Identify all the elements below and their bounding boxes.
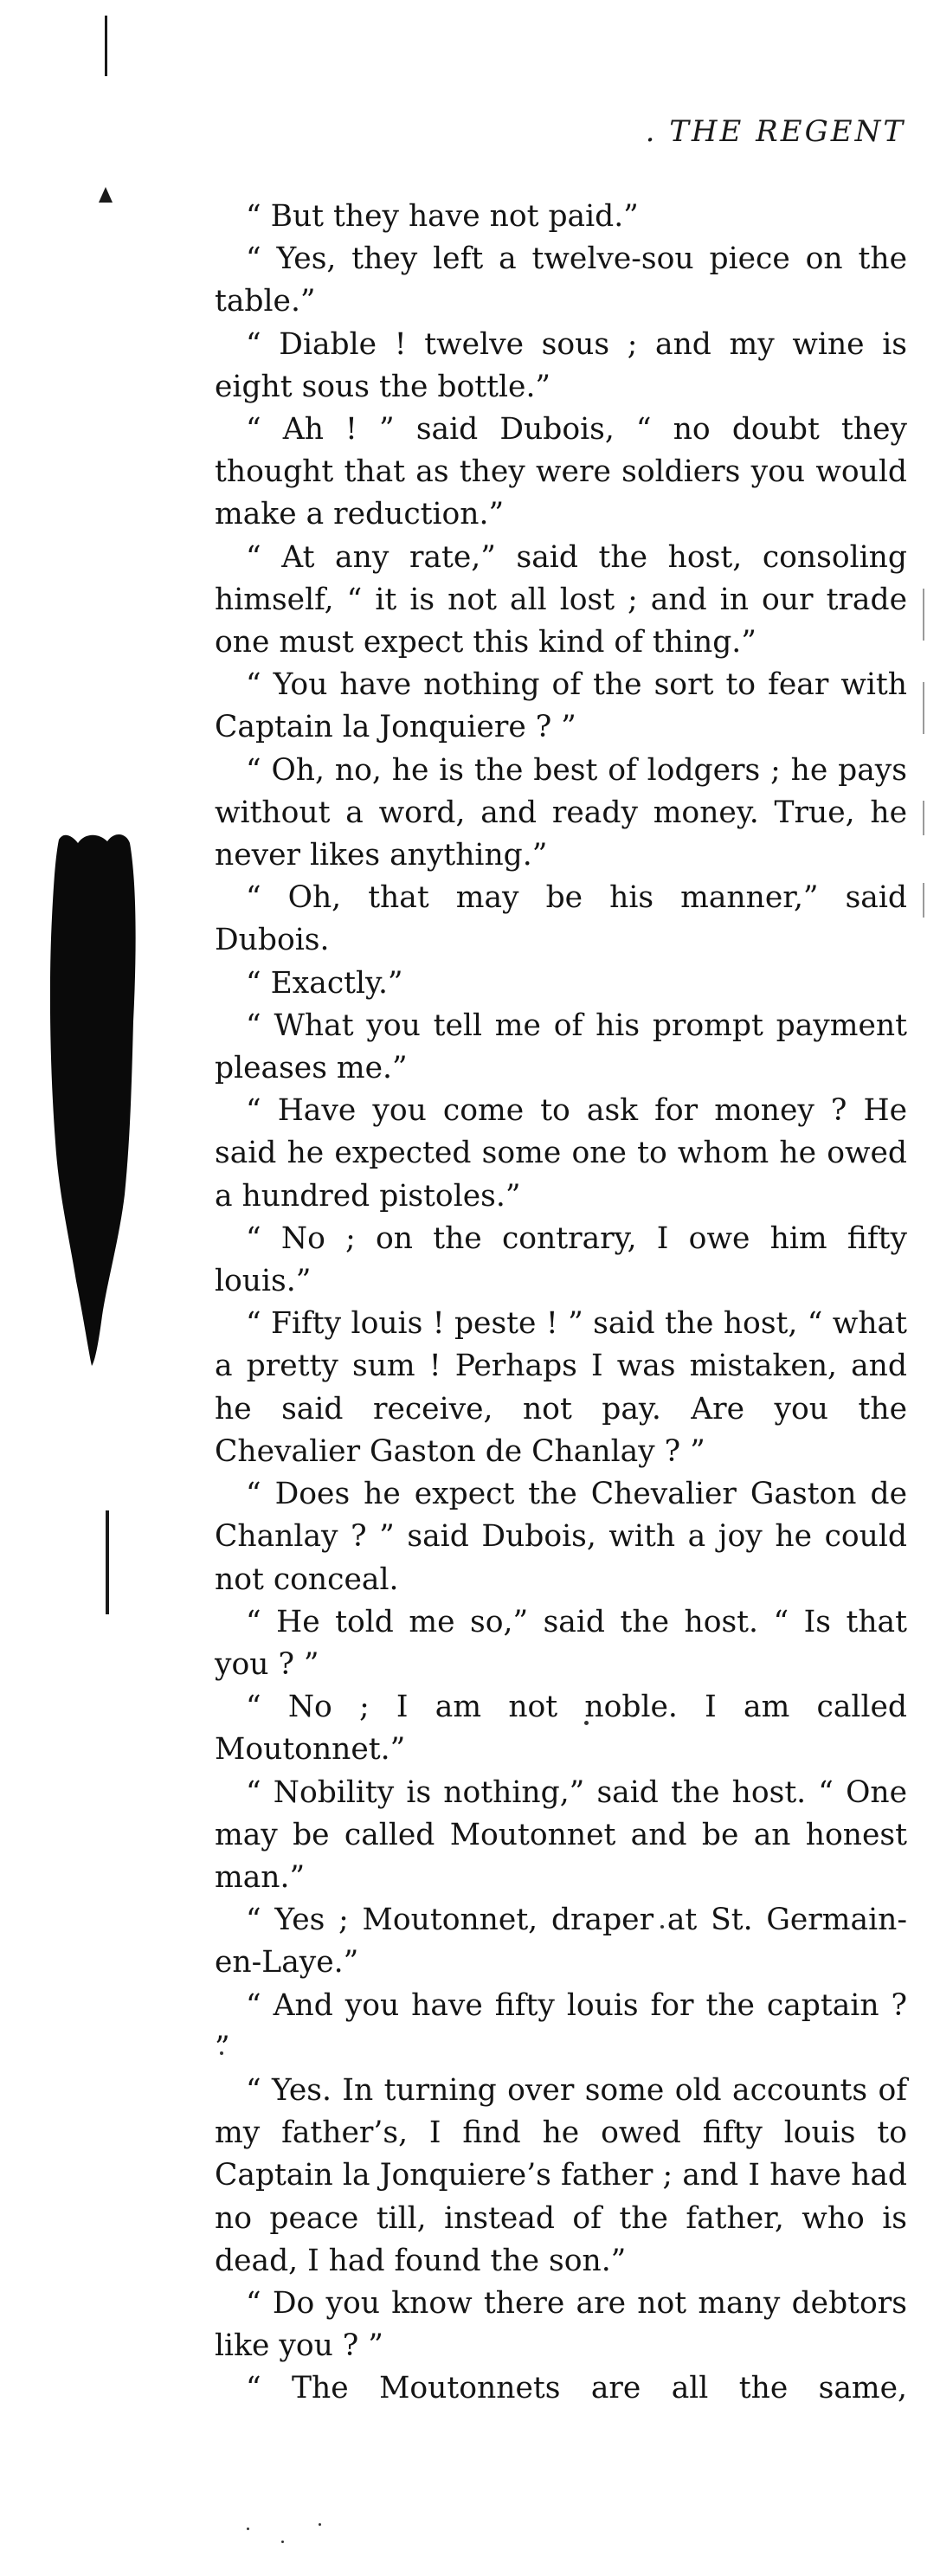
paragraph: “ Oh, no, he is the best of lodgers ; he pays without a word, and ready money. True, he never likes anything.” — [215, 752, 907, 873]
body-text — [215, 196, 907, 2411]
paragraph: “ At any rate,” said the host, consoling himself, “ it is not all lost ; and in our trade one must expect this kind of thing.” — [215, 539, 907, 660]
paragraph: “ Have you come to ask for money ? He said he expected some one to whom he owed a hundred pistoles.” — [215, 1093, 907, 1214]
scan-mark-small — [99, 187, 113, 203]
paragraph: “ Yes ; Moutonnet, draper at St. Germain-en-Laye.” — [215, 1903, 907, 1980]
paragraph: “ Oh, that may be his manner,” said Dubois. — [215, 880, 907, 958]
paragraph: “ Ah ! ” said Dubois, “ no doubt they thought that as they were soldiers you would make a reduction.” — [215, 412, 907, 532]
paragraph: “ He told me so,” said the host. “ Is that you ? ” — [215, 1604, 907, 1682]
scan-mark-top — [105, 16, 107, 76]
speck — [319, 2523, 321, 2526]
edge-mark — [923, 589, 924, 641]
scan-mark-middle — [106, 1510, 109, 1614]
paragraph: “ What you tell me of his prompt payment pleases me.” — [215, 1008, 907, 1086]
speck — [281, 2541, 284, 2543]
paragraph: “ Diable ! twelve sous ; and my wine is eight sous the bottle.” — [215, 326, 907, 404]
paragraph: “ Do you know there are not many debtors like you ? ” — [215, 2285, 907, 2364]
edge-mark — [923, 883, 924, 918]
paragraph: “ And you have fifty louis for the captain ? ” — [215, 1987, 907, 2065]
paragraph: “ No ; I am not noble. I am called Moutonnet.” — [215, 1690, 907, 1768]
paragraph: “ You have nothing of the sort to fear with Captain la Jonquiere ? ” — [215, 667, 907, 745]
paragraph: “ No ; on the contrary, I owe him fifty louis.” — [215, 1220, 907, 1299]
paragraph: “ Exactly.” — [246, 965, 403, 1001]
paragraph: “ Nobility is nothing,” said the host. “ One may be called Moutonnet and be an honest man.” — [215, 1774, 907, 1895]
paragraph: “ But they have not paid.” — [246, 199, 639, 234]
paragraph: “ Fifty louis ! peste ! ” said the host, “ what a pretty sum ! Perhaps I was mistaken, and he said receive, not pay. Are you the Chevalier Gaston de Chanlay ? ” — [215, 1306, 907, 1469]
paragraph: “ The Moutonnets are all the same, — [246, 2371, 907, 2406]
paragraph: “ Does he expect the Chevalier Gaston de Chanlay ? ” said Dubois, with a joy he could not conceal. — [215, 1477, 907, 1597]
paragraph: “ Yes. In turning over some old accounts of my father’s, I find he owed fifty louis to Captain la Jonquiere’s father ; and I have had no peace till, instead of the father, who is dead, I had found the son.” — [215, 2072, 907, 2278]
running-title: . THE REGENT — [645, 114, 905, 149]
speck — [247, 2528, 249, 2530]
edge-mark — [923, 801, 924, 835]
edge-mark — [923, 682, 924, 734]
ink-blot — [47, 831, 142, 1368]
paragraph: “ Yes, they left a twelve-sou piece on the table.” — [215, 242, 907, 319]
